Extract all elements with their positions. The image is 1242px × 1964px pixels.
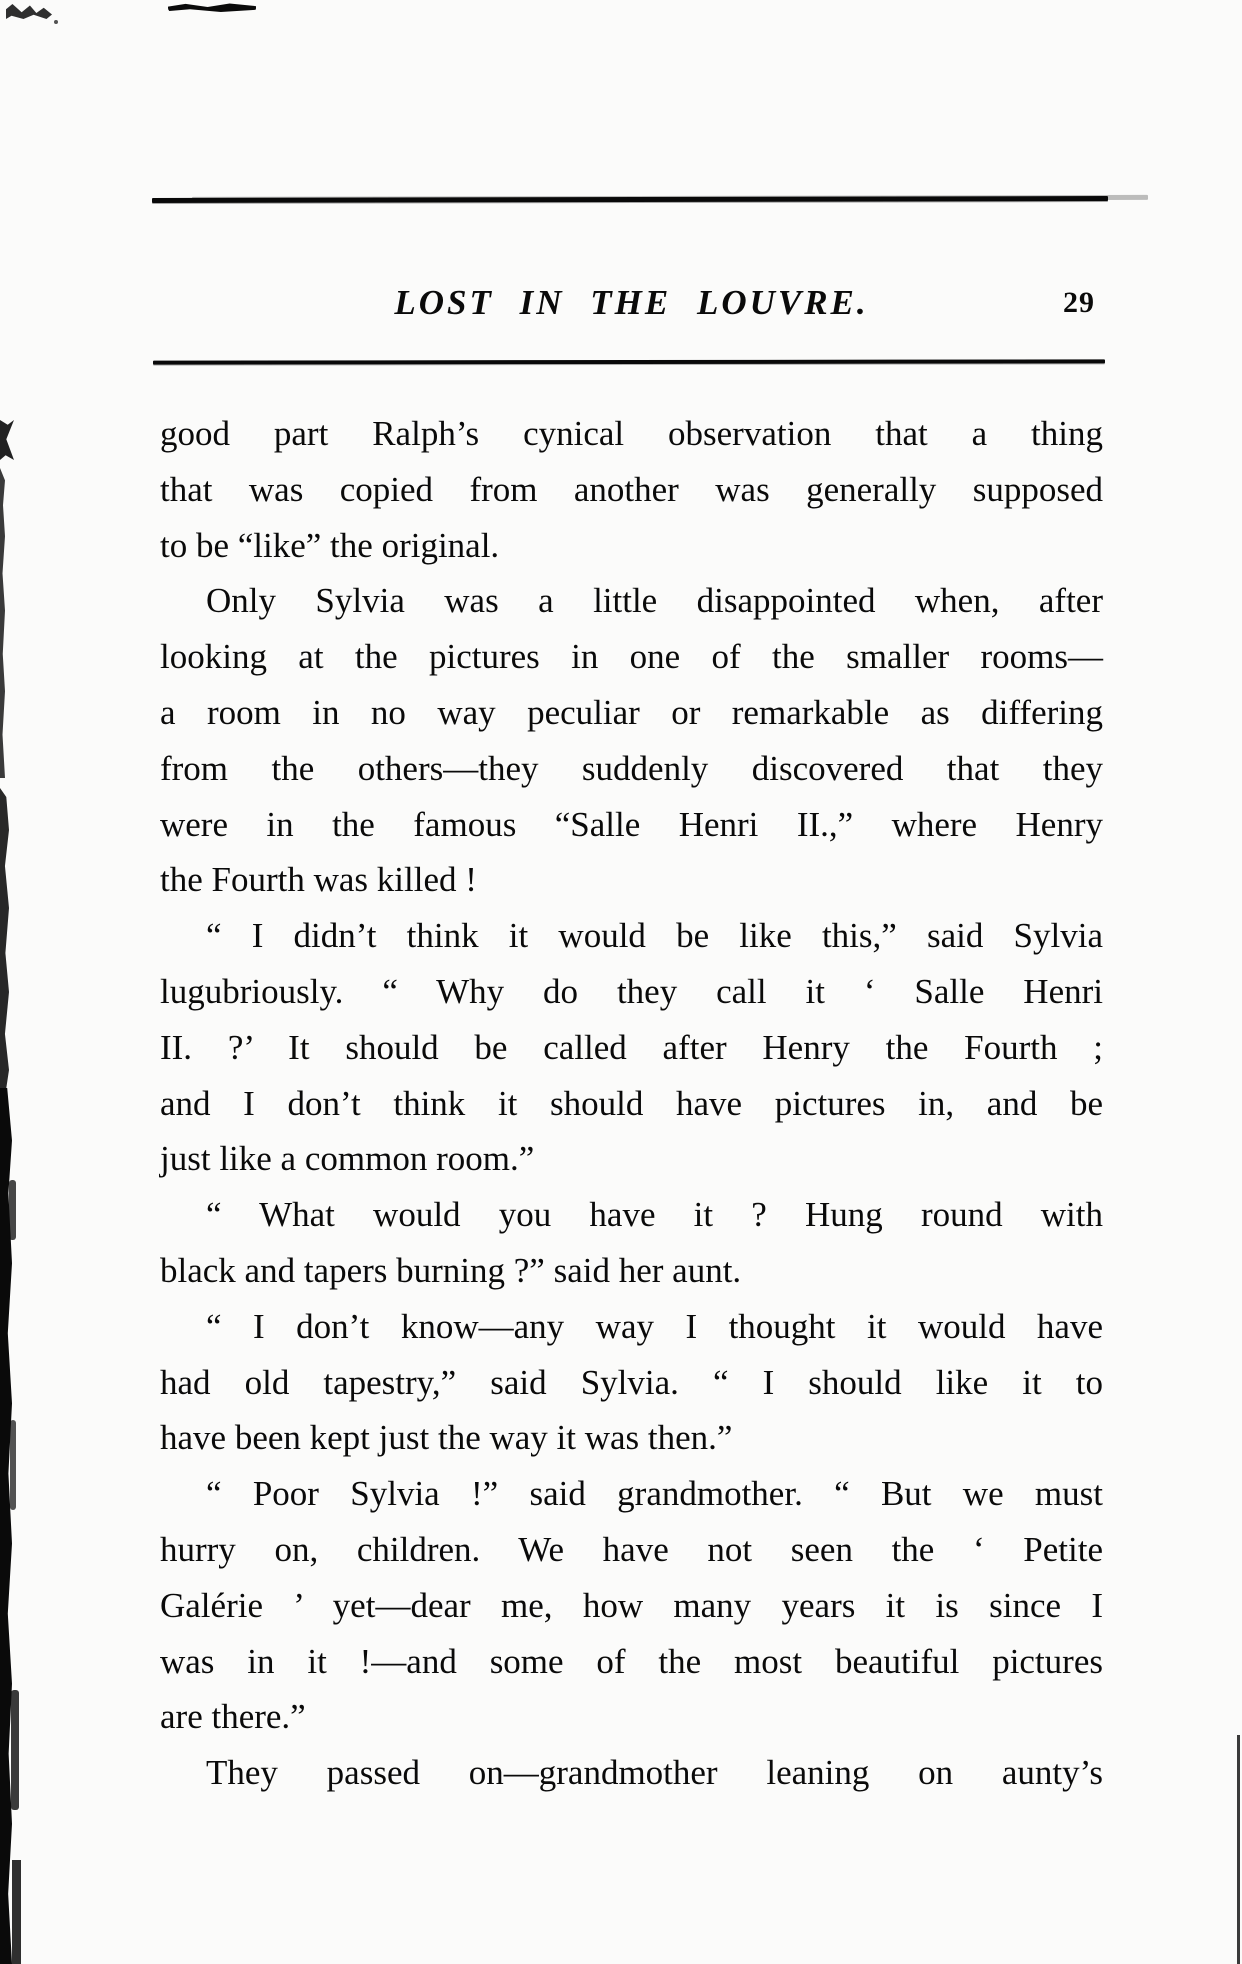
scan-artifact-dash [168,3,256,12]
page-body-text [160,406,1103,1801]
scan-artifact-left-edge [9,1180,16,1240]
scan-artifact-smudge [6,4,52,19]
text-line: was in it !—and some of the most beautiful pictures [160,1641,1103,1681]
text-line: They passed on—grandmother leaning on aunty’s [206,1753,1103,1793]
text-line: the Fourth was killed ! [160,860,477,900]
page-title: LOST IN THE LOUVRE. [394,283,869,322]
text-line: from the others—they suddenly discovered that they [160,748,1103,788]
header-rule-divider [153,359,1105,364]
text-line: good part Ralph’s cynical observation that a thing [160,414,1103,453]
text-line: to be “like” the original. [160,525,500,565]
text-line: II. ?’ It should be called after Henry the Fourth ; [160,1027,1103,1067]
text-line: “ What would you have it ? Hung round with [206,1195,1103,1235]
text-line: and I don’t think it should have pictures in, and be [160,1083,1103,1123]
text-line: “ I don’t know—any way I thought it would have [206,1306,1103,1346]
scan-artifact-left-edge [0,468,5,778]
text-line: were in the famous “Salle Henri II.,” where Henry [160,804,1103,844]
scan-artifact-left-edge [10,1420,16,1510]
text-line: black and tapers burning ?” said her aunt. [160,1250,742,1290]
text-line: a room in no way peculiar or remarkable as differing [160,692,1103,732]
text-line: just like a common room.” [160,1139,535,1179]
text-line: Galérie ’ yet—dear me, how many years it is since I [160,1585,1103,1625]
scan-artifact-left-edge [0,788,9,1088]
scan-artifact-left-edge [12,1860,21,1964]
text-line: “ I didn’t think it would be like this,” said Sylvia [206,916,1103,956]
text-line: hurry on, children. We have not seen the ‘ Petite [160,1529,1103,1569]
text-line: Only Sylvia was a little disappointed when, after [206,581,1103,621]
text-line: had old tapestry,” said Sylvia. “ I should like it to [160,1362,1103,1402]
scan-artifact-right-edge [1237,1735,1240,1964]
text-line: have been kept just the way it was then.” [160,1418,733,1458]
page-number: 29 [1063,286,1095,319]
text-line: “ Poor Sylvia !” said grandmother. “ But we must [206,1474,1103,1514]
scan-artifact-left-edge [0,420,14,460]
scan-artifact-dot [54,20,58,24]
running-header [160,283,1103,333]
top-rule-divider [152,196,1108,203]
text-line: are there.” [160,1697,306,1737]
text-line: lugubriously. “ Why do they call it ‘ Salle Henri [160,971,1103,1011]
text-line: that was copied from another was generally supposed [160,469,1103,509]
scan-artifact-left-edge [11,1690,19,1810]
text-line: looking at the pictures in one of the smaller rooms— [160,637,1103,677]
